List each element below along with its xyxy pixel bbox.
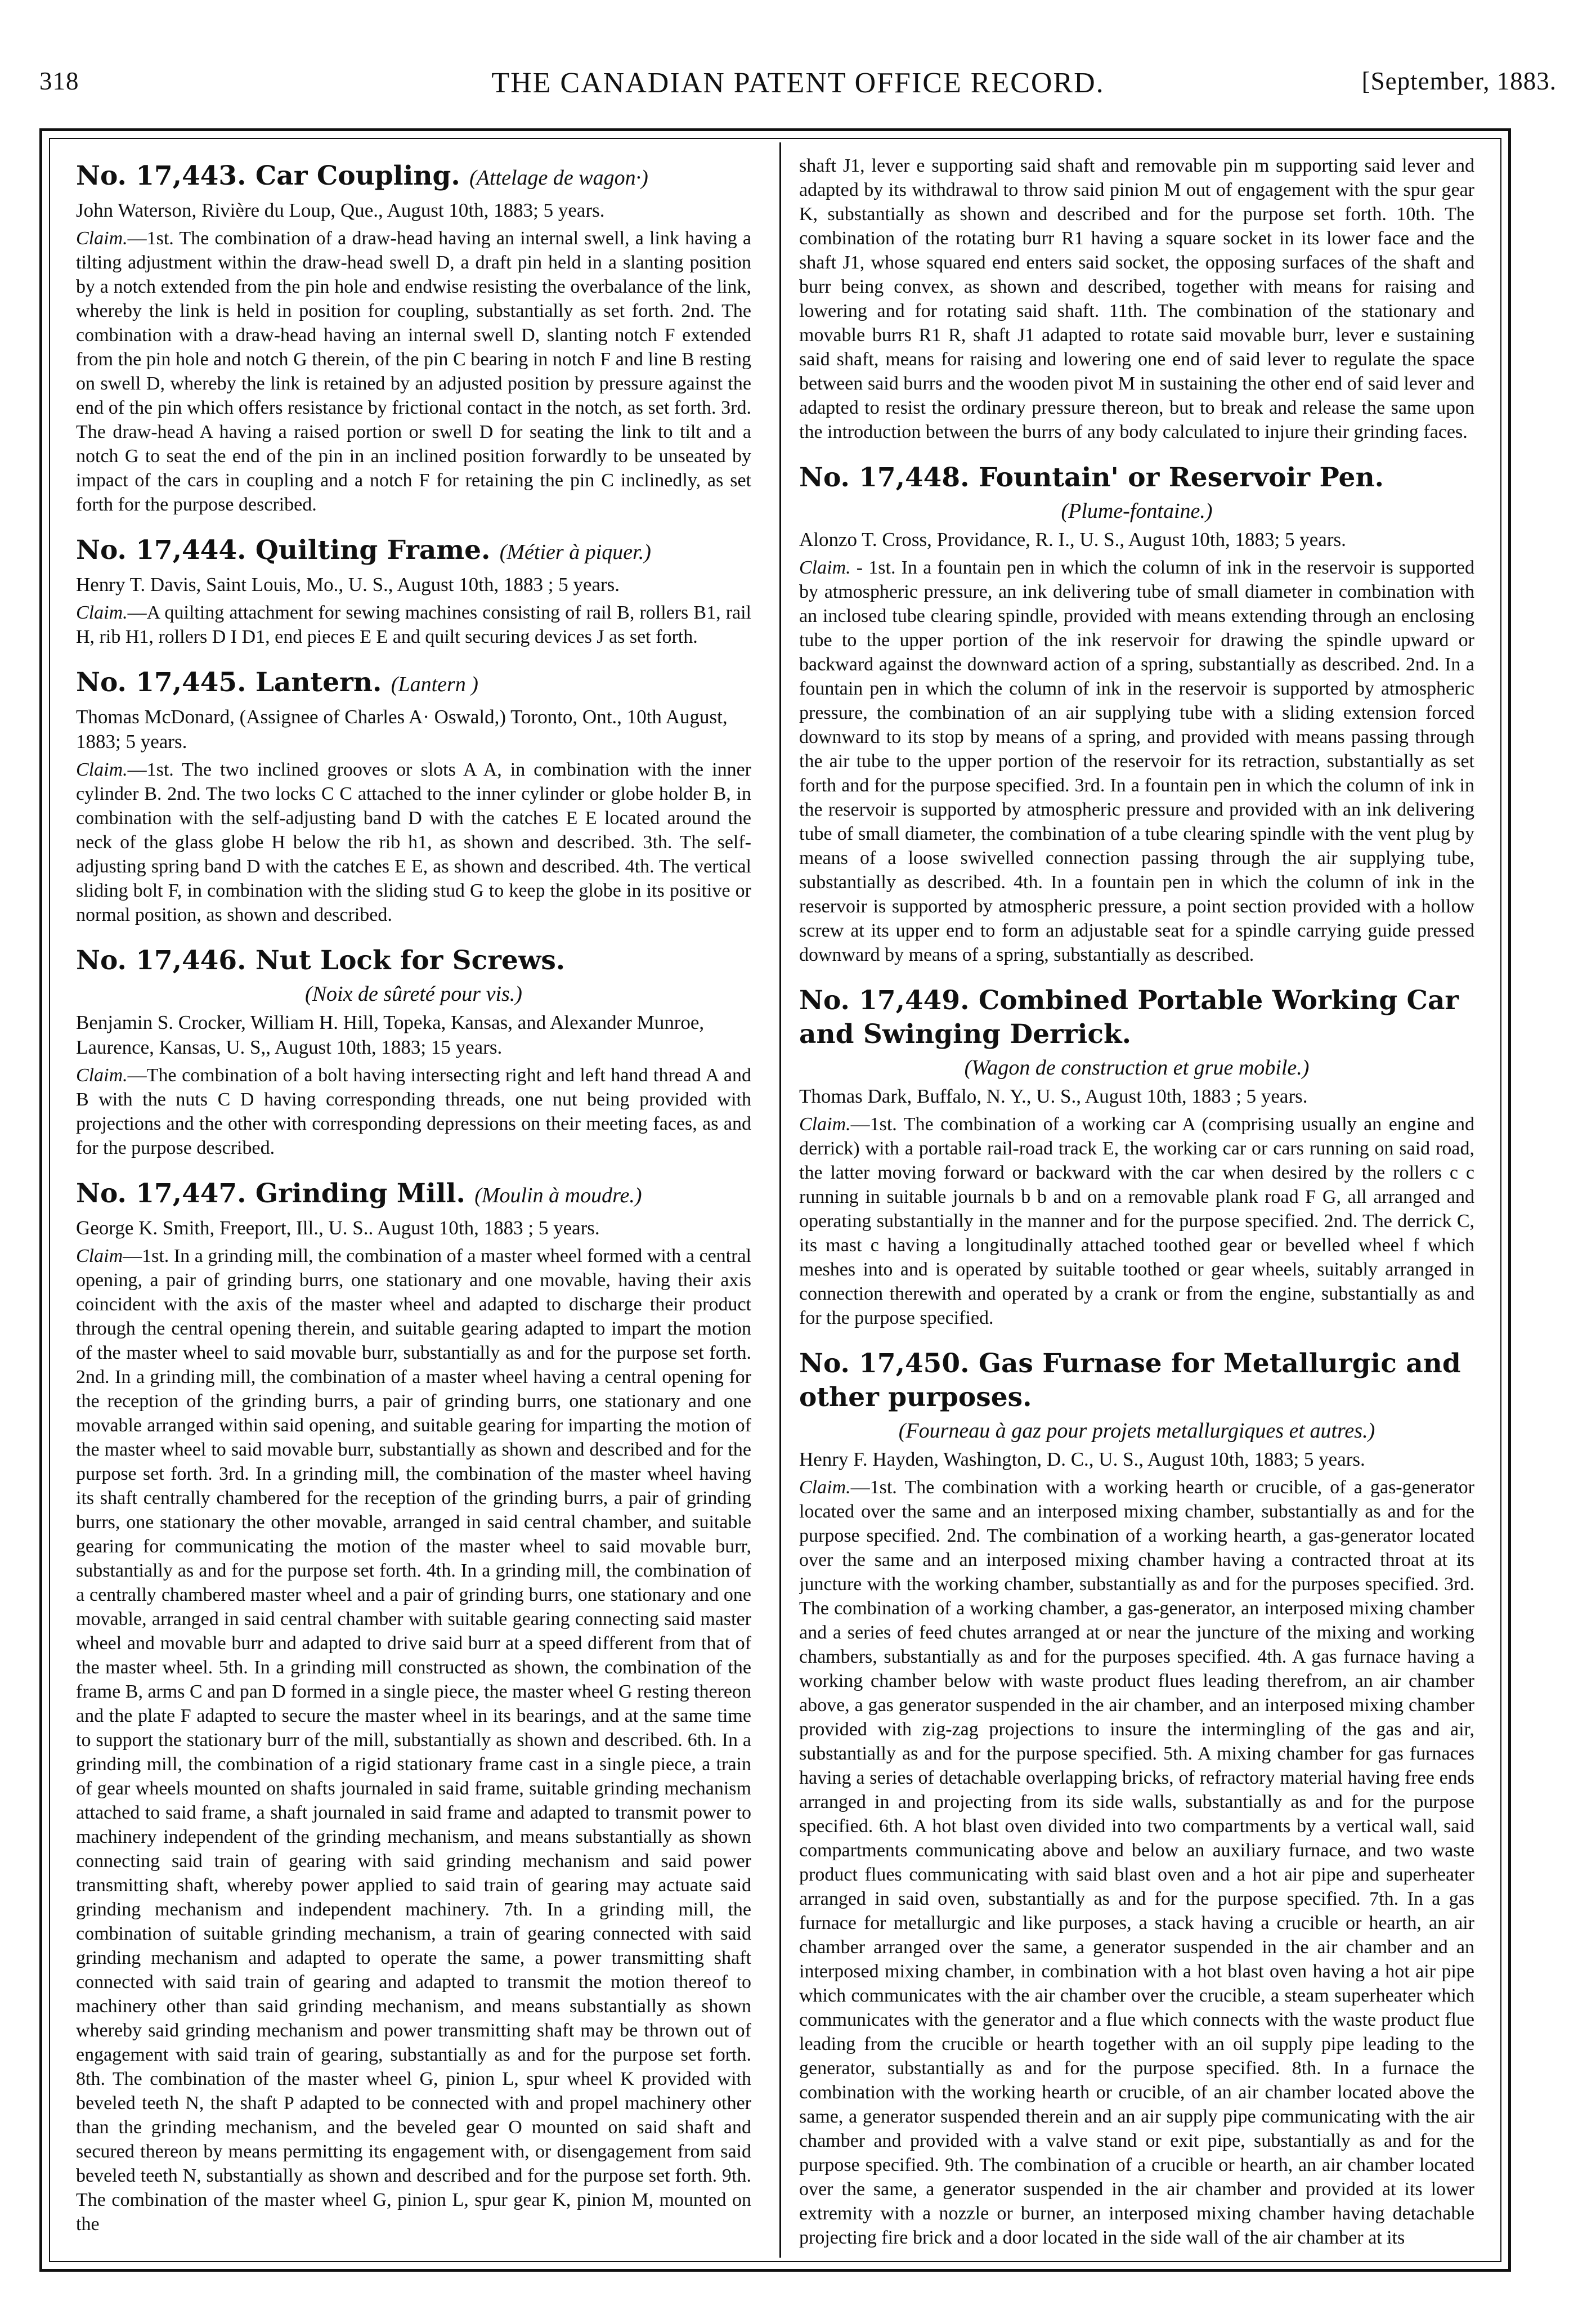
patent-entry-17443: [76, 159, 751, 517]
entry-heading: [76, 666, 751, 701]
patentee-line: Benjamin S. Crocker, William H. Hill, Topeka, Kansas, and Alexander Munroe, Laurence, Kansas, U. S,, August 10th, 1883; 15 years.: [76, 1011, 705, 1058]
right-column: [799, 154, 1474, 2252]
claim-label: Claim.: [76, 228, 128, 249]
claim-label: Claim.: [799, 1477, 851, 1498]
patent-title: Grinding Mill.: [255, 1178, 465, 1209]
patentee-line: Henry T. Davis, Saint Louis, Mo., U. S., August 10th, 1883 ; 5 years.: [76, 574, 620, 596]
claim-body: —A quilting attachment for sewing machines consisting of rail B, rollers B1, rail H, rib H1, rollers D I D1, end pieces E E and quilt securing devices J as set forth.: [76, 602, 751, 647]
claim-label: Claim.: [76, 759, 128, 780]
journal-title: THE CANADIAN PATENT OFFICE RECORD.: [491, 67, 1105, 99]
claim-body: —1st. The combination with a working hearth or crucible, of a gas-generator located over the same and an interposed mixing chamber, substantially as and for the purpose specified. 2nd. The combination of a working hearth, a gas-generator located over the same and an interposed mixing chamber having a contracted throat at its juncture with the working chamber, substantially as and for the purposes specified. 3rd. The combination of a working chamber, a gas-generator, an interposed mixing chamber and a series of feed chutes arranged at or near the juncture of the mixing and working chambers, substantially as and for the purposes specified. 4th. A gas furnace having a working chamber below with waste product flues leading therefrom, an air chamber above, a gas generator suspended in the air chamber, and an interposed mixing chamber provided with zig-zag projections to insure the intermingling of the gas and air, substantially as and for the purpose specified. 5th. A mixing chamber for gas furnaces having a series of detachable overlapping bricks, of refractory material having free ends arranged in and projecting from its side walls, substantially as and for the purpose specified. 6th. A hot blast oven divided into two compartments by a vertical wall, said compartments communicating above and below an auxiliary furnace, and two waste product flues communicating with said blast oven and a hot air pipe and superheater arranged in said oven, substantially as and for the purpose specified. 7th. In a gas furnace for metallurgic and like purposes, a stack having a crucible or hearth, an air chamber arranged over the same, a generator suspended in the air chamber and an interposed mixing chamber, in combination with a hot blast oven having a hot air pipe which communicates with the air chamber over the crucible, a steam superheater which communicates with the generator and a flue which connects with the waste product flue leading from the crucible or hearth together with an oil supply pipe leading to the generator, substantially as and for the purpose specified. 8th. In a furnace the combination with the working hearth or crucible, of an air chamber located above the same, a generator suspended therein and an air supply pipe communicating with the air chamber and provided with a valve stand or exit pipe, substantially as and for the purpose specified. 9th. The combination of a crucible or hearth, an air chamber located over the same, a generator suspended in the air chamber and provided at its lower extremity with a nozzle or burner, an interposed mixing chamber having detachable projecting fire brick and a door located in the side wall of the air chamber at its: [799, 1477, 1474, 2248]
patentee-line: Thomas McDonard, (Assignee of Charles A· Oswald,) Toronto, Ont., 10th August, 1883; 5 years.: [76, 706, 728, 753]
entry-heading: [799, 984, 1474, 1051]
left-column: [76, 154, 751, 2252]
claim-body: —1st. The combination of a draw-head having an internal swell, a link having a tilting adjustment within the draw-head swell D, a draft pin held in a slanting position by a notch extended from the pin hole and endwise resisting the overbalance of the link, whereby the link is held in position for coupling, substantially as set forth. 2nd. The combination with a draw-head having an internal swell D, slanting notch F extended from the pin hole and notch G therein, of the pin C bearing in notch F and line B resting on swell D, whereby the link is retained by an adjusted position by pressure against the end of the pin which offers resistance by frictional contact in the notch, as set forth. 3rd. The draw-head A having a raised portion or swell D for seating the link to tilt and a notch G to seat the end of the pin in an inclined position forwardly to be unseated by impact of the cars in coupling and a notch F for retaining the pin C inclinedly, as set forth for the purpose described.: [76, 228, 751, 515]
patentee-line: Henry F. Hayden, Washington, D. C., U. S., August 10th, 1883; 5 years.: [799, 1448, 1365, 1470]
french-title: (Noix de sûreté pour vis.): [305, 982, 522, 1006]
french-title: (Métier à piquer.): [499, 540, 651, 564]
patent-number: No. 17,448.: [799, 462, 970, 493]
claim-text: [76, 1063, 751, 1160]
running-head: [39, 66, 1557, 111]
patent-number: No. 17,446.: [76, 945, 246, 976]
entry-heading: [76, 1177, 751, 1212]
entry-heading: [76, 944, 751, 978]
patent-entry-17448: [799, 461, 1474, 967]
claim-label: Claim.: [76, 602, 128, 623]
claim-label: Claim.: [799, 557, 851, 578]
patent-title: Car Coupling.: [255, 160, 460, 191]
patent-title: Combined Portable Working Car and Swinging Derrick.: [799, 985, 1459, 1050]
claim-label: Claim.: [76, 1065, 128, 1086]
page-frame: [39, 128, 1511, 2272]
french-title: (Plume-fontaine.): [1061, 499, 1213, 523]
claim-text: [76, 758, 751, 927]
patentee-line: George K. Smith, Freeport, Ill., U. S.. August 10th, 1883 ; 5 years.: [76, 1217, 600, 1239]
patentee-line: John Waterson, Rivière du Loup, Que., August 10th, 1883; 5 years.: [76, 199, 605, 221]
patentee-line: Alonzo T. Cross, Providance, R. I., U. S., August 10th, 1883; 5 years.: [799, 529, 1346, 550]
patent-number: No. 17,449.: [799, 985, 970, 1016]
continuation-text: shaft J1, lever e supporting said shaft and removable pin m supporting said lever and adapted by its withdrawal to throw said pinion M out of engagement with the spur gear K, substantially as shown and described and for the purpose set forth. 10th. The combination of the rotating burr R1 having a square socket in its lower face and the shaft J1, whose squared end enters said socket, the opposing surfaces of the shaft and burr being convex, as shown and described, together with means for raising and lowering and for rotating said shaft. 11th. The combination of the stationary and movable burrs R1 R, shaft J1 adapted to rotate said movable burr, lever e sustaining said shaft, means for raising and lowering one end of said lever to regulate the space between said burrs and the wooden pivot M in sustaining the other end of said lever and adapted to resist the ordinary pressure thereon, but to break and release the same upon the introduction between the burrs of any body calculated to injure their grinding faces.: [799, 155, 1474, 442]
claim-label: Claim.: [799, 1114, 851, 1135]
patent-title: Lantern.: [255, 667, 382, 698]
french-title: (Lantern ): [391, 673, 478, 696]
entry-heading: [799, 461, 1474, 495]
french-title: (Attelage de wagon·): [469, 166, 648, 190]
claim-text: [799, 1112, 1474, 1330]
claim-text: [76, 601, 751, 649]
entry-heading: [799, 1347, 1474, 1414]
patent-title: Gas Furnase for Metallurgic and other purposes.: [799, 1348, 1461, 1413]
patent-title: Nut Lock for Screws.: [255, 945, 566, 976]
claim-body: —1st. In a grinding mill, the combination of a master wheel formed with a central opening, a pair of grinding burrs, one stationary and one movable, having their axis coincident with the axis of the master wheel and adapted to discharge their product through the central opening therein, and suitable gearing adapted to impart the motion of the master wheel to said movable burr, substantially as and for the purpose set forth. 2nd. In a grinding mill, the combination of a master wheel having a central opening for the reception of the grinding burrs, a pair of grinding burrs, one stationary and one movable arranged within said opening, and suitable gearing for imparting the motion of the master wheel to said movable burr, substantially as shown and described and for the purpose set forth. 3rd. In a grinding mill, the combination of the master wheel having its shaft centrally chambered for the reception of the grinding burrs, a pair of grinding burrs, one stationary the other movable, arranged in said central chamber, and suitable gearing for communicating the motion of the master wheel to said movable burr, substantially as and for the purpose set forth. 4th. In a grinding mill, the combination of a centrally chambered master wheel and a pair of grinding burrs, one stationary and one movable, arranged in said central chamber with suitable gearing connecting said master wheel and movable burr and adapted to drive said burr at a speed different from that of the master wheel. 5th. In a grinding mill constructed as shown, the combination of the frame B, arms C and pan D formed in a single piece, the master wheel G resting thereon and the plate F adapted to secure the master wheel in its bearings, and at the same time to support the stationary burr of the mill, substantially as shown and described. 6th. In a grinding mill, the combination of a rigid stationary frame cast in a single piece, a train of gear wheels mounted on shafts journaled in said frame, suitable grinding mechanism attached to said frame, a shaft journaled in said frame and adapted to transmit power to machinery independent of the grinding mechanism, and means substantially as shown connecting said train of gearing with said grinding mechanism and said power transmitting shaft, whereby power applied to said train of gearing may actuate said grinding mechanism and independent machinery. 7th. In a grinding mill, the combination of suitable grinding mechanism, a train of gearing connected with said grinding mechanism and adapted to operate the same, a power transmitting shaft connected with said train of gearing and adapted to transmit the motion thereof to machinery other than said grinding mechanism, and means substantially as shown whereby said grinding mechanism and power transmitting shaft may be thrown out of engagement with said train of gearing, substantially as and for the purpose set forth. 8th. The combination of the master wheel G, pinion L, spur wheel K provided with beveled teeth N, the shaft P adapted to be connected with and propel machinery other than the grinding mechanism, and the beveled gear O mounted on said shaft and secured thereon by means permitting its engagement with, or disengagement from said beveled teeth N, substantially as shown and described and for the purpose set forth. 9th. The combination of the master wheel G, pinion L, spur gear K, pinion M, mounted on the: [76, 1246, 751, 2235]
french-title: (Fourneau à gaz pour projets metallurgiques et autres.): [898, 1419, 1375, 1443]
patent-number: No. 17,447.: [76, 1178, 246, 1209]
patentee-line: Thomas Dark, Buffalo, N. Y., U. S., August 10th, 1883 ; 5 years.: [799, 1085, 1308, 1107]
patent-number: No. 17,444.: [76, 535, 246, 566]
claim-body: —1st. The two inclined grooves or slots A A, in combination with the inner cylinder B. 2nd. The two locks C C attached to the inner cylinder or globe holder B, in combination with the self-adjusting band D with the catches E E located around the neck of the glass globe H below the rib h1, as shown and described. 3th. The self-adjusting spring band D with the catches E E, as shown and described. 4th. The vertical sliding bolt F, in combination with the sliding stud G to keep the globe in its positive or normal position, as shown and described.: [76, 759, 751, 925]
patent-entry-17446: [76, 944, 751, 1160]
patent-entry-17449: [799, 984, 1474, 1330]
column-divider: [779, 142, 781, 2258]
entry-heading: [76, 534, 751, 569]
patent-entry-17445: [76, 666, 751, 927]
claim-text: [799, 1475, 1474, 2250]
continued-claim-17447: [799, 154, 1474, 444]
patent-entry-17447: [76, 1177, 751, 2236]
entry-heading: [76, 159, 751, 195]
patent-title: Quilting Frame.: [255, 535, 491, 566]
patent-number: No. 17,450.: [799, 1348, 970, 1379]
claim-text: [76, 1244, 751, 2236]
page-number: 318: [39, 67, 79, 95]
claim-body: —1st. The combination of a working car A (comprising usually an engine and derrick) with a portable rail-road track E, the working car or cars running on said road, the latter moving forward or backward with the car when desired by the rollers c c running in suitable journals b b and on a removable plank road F G, all arranged and operating substantially in the manner and for the purpose specified. 2nd. The derrick C, its mast c having a longitudinally attached toothed gear or bevelled wheel f which meshes into and is operated by suitable toothed or gear wheels, suitably arranged in connection therewith and operated by a crank or from the engine, substantially as and for the purpose specified.: [799, 1114, 1474, 1328]
patent-number: No. 17,445.: [76, 667, 246, 698]
claim-text: [799, 556, 1474, 967]
patent-entry-17444: [76, 534, 751, 649]
patent-title: Fountain' or Reservoir Pen.: [978, 462, 1384, 493]
claim-text: [76, 226, 751, 517]
french-title: (Wagon de construction et grue mobile.): [964, 1056, 1310, 1080]
patent-number: No. 17,443.: [76, 160, 246, 191]
french-title: (Moulin à moudre.): [474, 1184, 642, 1207]
issue-date: [September, 1883.: [1361, 67, 1557, 95]
claim-body: —The combination of a bolt having intersecting right and left hand thread A and B with the nuts C D having corresponding threads, one nut being provided with projections and the other with corresponding depressions on their meeting faces, as and for the purpose described.: [76, 1065, 751, 1158]
patent-entry-17450: [799, 1347, 1474, 2250]
claim-body: - 1st. In a fountain pen in which the column of ink in the reservoir is supported by atmospheric pressure, an ink delivering tube of small diameter in combination with an inclosed tube clearing spindle, provided with means extending through an enclosing tube to the upper portion of the ink reservoir for drawing the spindle upward or backward against the downward action of a spring, substantially as described. 2nd. In a fountain pen in which the column of ink in the reservoir is supported by atmospheric pressure, the combination of an air supplying tube with a sliding extension forced downward to its stop by means of a spring, and provided with means passing through the air tube to the upper portion of the reservoir for its retraction, substantially as set forth and for the purpose specified. 3rd. In a fountain pen in which the column of ink in the reservoir is supported by atmospheric pressure and provided with an ink delivering tube of small diameter, the combination of a tube clearing spindle with the vent plug by means of a loose swivelled connection passing through the air supplying tube, substantially as described. 4th. In a fountain pen in which the column of ink in the reservoir is supported by atmospheric pressure, a point section provided with a hollow screw at its upper end to form an adjustable seat for a spindle carrying guide pressed downward by means of a spring, substantially as described.: [799, 557, 1474, 965]
claim-label: Claim: [76, 1246, 123, 1266]
